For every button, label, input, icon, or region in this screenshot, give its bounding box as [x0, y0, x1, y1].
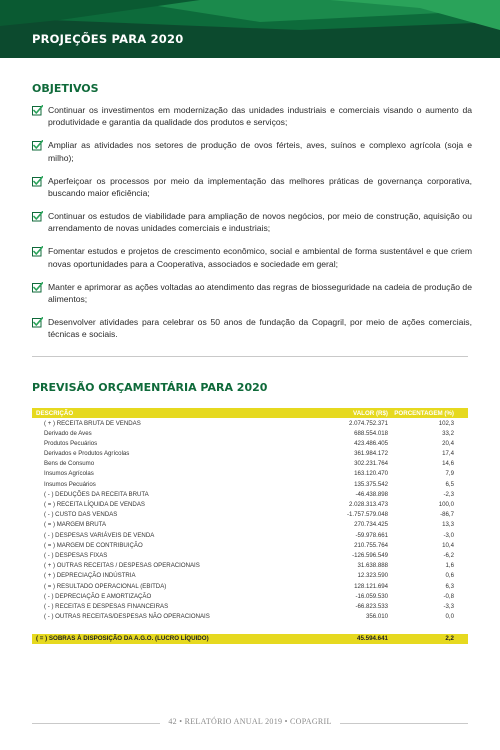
- row-description: ( + ) DEPRECIAÇÃO INDÚSTRIA: [44, 572, 136, 580]
- row-description: Derivado de Aves: [44, 429, 92, 437]
- table-row: [32, 449, 468, 459]
- row-value: -1.757.579.048: [347, 511, 388, 519]
- objective-item: [32, 175, 472, 200]
- page-footer: [0, 717, 500, 729]
- row-description: Insumos Agrícolas: [44, 470, 94, 478]
- table-row: [32, 540, 468, 550]
- row-value: 361.984.172: [354, 450, 388, 458]
- row-percentage: 0,0: [445, 613, 454, 621]
- budget-table-header: [32, 408, 468, 418]
- table-row: [32, 550, 468, 560]
- objective-item: [32, 281, 472, 306]
- row-value: 2.028.313.473: [349, 501, 388, 508]
- table-row: [32, 438, 468, 448]
- header-decoration: [0, 0, 500, 58]
- row-value: -126.596.549: [352, 551, 388, 559]
- table-row: [32, 479, 468, 489]
- total-value: 45.594.641: [357, 635, 388, 643]
- row-percentage: 13,3: [442, 521, 454, 529]
- row-value: 210.755.764: [354, 541, 388, 549]
- table-row: [32, 418, 468, 428]
- row-percentage: 17,4: [442, 450, 454, 458]
- row-description: Produtos Pecuários: [44, 439, 98, 447]
- row-value: 12.323.590: [357, 572, 388, 580]
- row-description: Bens de Consumo: [44, 460, 95, 468]
- objective-text: Aperfeiçoar os processos por meio da implementação das melhores práticas de governança corporativa, buscando maior eficiência;: [48, 175, 472, 199]
- row-value: -59.978.661: [355, 531, 388, 539]
- row-percentage: 10,4: [442, 541, 454, 549]
- row-percentage: 1,6: [445, 562, 454, 570]
- row-description: ( = ) MARGEM BRUTA: [44, 521, 107, 529]
- table-row: [32, 500, 468, 510]
- page-header: [0, 0, 500, 58]
- check-box-icon: [32, 246, 43, 257]
- row-percentage: -86,7: [440, 511, 454, 519]
- objective-item: [32, 316, 472, 341]
- row-percentage: -0,8: [443, 592, 454, 600]
- row-value: 423.486.405: [354, 439, 388, 447]
- row-description: ( - ) DEDUÇÕES DA RECEITA BRUTA: [44, 490, 149, 498]
- row-description: ( + ) RECEITA BRUTA DE VENDAS: [44, 419, 141, 427]
- objectives-title: OBJETIVOS: [32, 82, 99, 95]
- row-value: 128.121.694: [354, 582, 388, 590]
- row-value: 688.554.018: [354, 429, 388, 437]
- check-box-icon: [32, 317, 43, 328]
- check-box-icon: [32, 282, 43, 293]
- row-percentage: -3,3: [443, 602, 454, 610]
- row-percentage: 100,0: [438, 501, 454, 508]
- column-header-description: DESCRIÇÃO: [36, 409, 74, 417]
- objective-item: [32, 104, 472, 129]
- objective-text: Continuar os investimentos em modernização das unidades industriais e comerciais visando o aumento da produtividade e garantia da qualidade dos produtos e serviços;: [48, 105, 472, 128]
- table-row: [32, 561, 468, 571]
- row-description: ( - ) CUSTO DAS VENDAS: [44, 511, 118, 519]
- objective-text: Desenvolver atividades para celebrar os 50 anos de fundação da Copagril, por meio de ações comerciais, técnicas e sociais.: [48, 316, 472, 340]
- table-row: [32, 530, 468, 540]
- row-description: Derivados e Produtos Agrícolas: [44, 450, 130, 458]
- row-value: 302.231.764: [354, 460, 388, 468]
- objective-text: Manter e aprimorar as ações voltadas ao atendimento das regras de biosseguridade na cadeia de produção de alimentos;: [48, 281, 472, 304]
- table-row: [32, 591, 468, 601]
- table-row: [32, 469, 468, 479]
- row-percentage: 33,2: [442, 429, 454, 437]
- row-value: 2.074.752.371: [349, 419, 388, 427]
- row-percentage: 6,3: [445, 582, 454, 590]
- total-description: ( = ) SOBRAS À DISPOSIÇÃO DA A.G.O. (LUCRO LÍQUIDO): [36, 635, 209, 643]
- objectives-list: [32, 104, 472, 351]
- row-value: 270.734.425: [354, 521, 388, 529]
- row-percentage: -2,3: [443, 490, 454, 498]
- objective-item: [32, 139, 472, 164]
- check-box-icon: [32, 140, 43, 151]
- table-row: [32, 459, 468, 469]
- row-description: ( - ) DESPESAS FIXAS: [44, 551, 108, 559]
- budget-title: PREVISÃO ORÇAMENTÁRIA PARA 2020: [32, 381, 268, 394]
- row-description: ( - ) DESPESAS VARIÁVEIS DE VENDA: [44, 531, 155, 539]
- section-divider: [32, 356, 468, 357]
- section-header-title: PROJEÇÕES PARA 2020: [32, 32, 184, 46]
- table-row: [32, 581, 468, 591]
- objective-item: [32, 245, 472, 270]
- footer-rule-right: [340, 723, 468, 724]
- budget-table: [32, 408, 468, 644]
- column-header-percentage: PORCENTAGEM (%): [394, 409, 454, 417]
- row-value: 356.010: [365, 613, 388, 621]
- table-row: [32, 571, 468, 581]
- footer-text: 42 • RELATÓRIO ANUAL 2019 • COPAGRIL: [168, 717, 332, 726]
- row-percentage: 102,3: [438, 419, 454, 427]
- check-box-icon: [32, 105, 43, 116]
- table-row: [32, 520, 468, 530]
- objective-text: Continuar os estudos de viabilidade para ampliação de novos negócios, por meio de construção, aquisição ou arrendamento de novas unidades comerciais e industriais;: [48, 210, 472, 234]
- row-value: -46.438.898: [355, 490, 388, 498]
- row-description: ( - ) OUTRAS RECEITAS/DESPESAS NÃO OPERACIONAIS: [44, 613, 210, 621]
- budget-table-body: [32, 418, 468, 622]
- table-row: [32, 428, 468, 438]
- row-description: Insumos Pecuários: [44, 480, 96, 488]
- check-box-icon: [32, 211, 43, 222]
- column-header-value: VALOR (R$): [353, 409, 388, 417]
- row-value: 163.120.470: [354, 470, 388, 478]
- row-percentage: 6,5: [445, 480, 454, 488]
- row-value: -16.059.530: [355, 592, 388, 600]
- objective-item: [32, 210, 472, 235]
- table-row: [32, 612, 468, 622]
- row-percentage: 14,6: [442, 460, 454, 468]
- objective-text: Ampliar as atividades nos setores de produção de ovos férteis, aves, suínos e complexo agrícola (soja e milho);: [48, 140, 472, 163]
- row-percentage: 20,4: [442, 439, 454, 447]
- row-description: ( - ) RECEITAS E DESPESAS FINANCEIRAS: [44, 602, 169, 610]
- table-row: [32, 489, 468, 499]
- budget-table-total-row: [32, 634, 468, 644]
- row-percentage: 0,6: [445, 572, 454, 580]
- row-value: 135.375.542: [354, 480, 388, 488]
- objective-text: Fomentar estudos e projetos de crescimento econômico, social e ambiental de forma sustentável e que criem novas oportunidades para a Cooperativa, associados e sociedade em geral;: [48, 246, 472, 269]
- total-percentage: 2,2: [445, 635, 454, 643]
- row-value: -66.823.533: [355, 602, 388, 610]
- row-description: ( = ) MARGEM DE CONTRIBUIÇÃO: [44, 541, 143, 549]
- check-box-icon: [32, 176, 43, 187]
- row-percentage: -6,2: [443, 551, 454, 559]
- table-row: [32, 601, 468, 611]
- row-description: ( = ) RECEITA LÍQUIDA DE VENDAS: [44, 501, 145, 508]
- row-description: ( - ) DEPRECIAÇÃO E AMORTIZAÇÃO: [44, 592, 152, 600]
- row-description: ( + ) OUTRAS RECEITAS / DESPESAS OPERACIONAIS: [44, 562, 200, 570]
- table-row: [32, 510, 468, 520]
- row-value: 31.638.888: [357, 562, 388, 570]
- row-description: ( = ) RESULTADO OPERACIONAL (EBITDA): [44, 582, 167, 590]
- row-percentage: 7,9: [445, 470, 454, 478]
- row-percentage: -3,0: [443, 531, 454, 539]
